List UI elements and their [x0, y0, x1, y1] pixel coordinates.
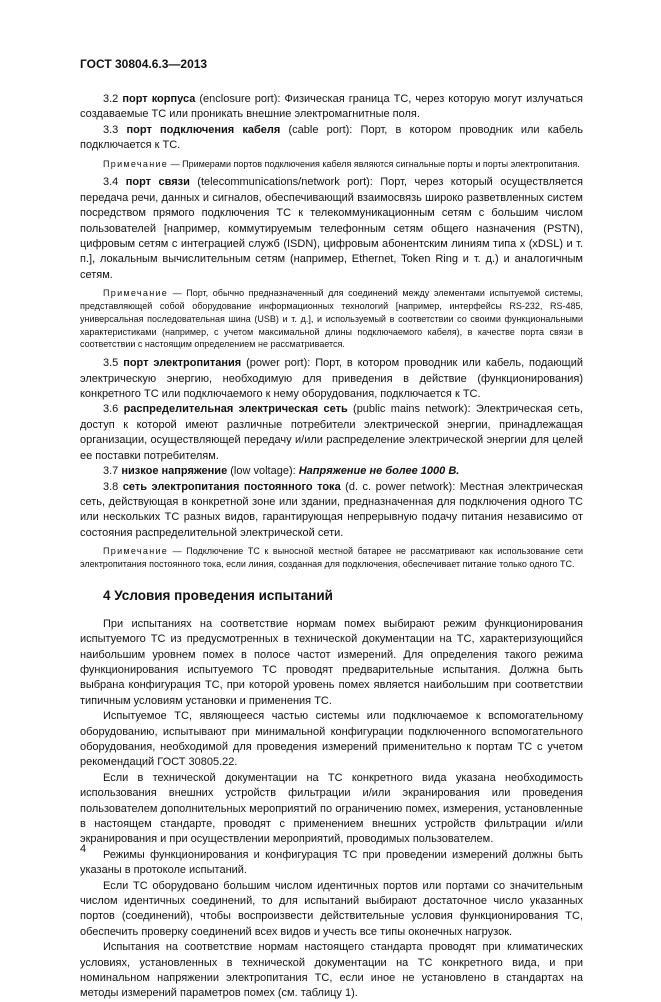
note-cable-port: Примечание — Примерами портов подключения кабеля являются сигнальные порты и порты электропитания.	[103, 158, 580, 169]
section-4-paragraph: Если ТС оборудовано большим числом идентичных портов или портами со значительным числом идентичных соединений, то для испытаний выбирают достаточное число указанных портов (соединений), чтобы воспроизвести действительные условия функционирования ТС, обеспечить проверку соединений всех видов и учесть все типы оконечных нагрузок.	[80, 879, 583, 938]
definition-3-7: 3.7 низкое напряжение (low voltage): Напряжение не более 1000 В.	[103, 465, 460, 478]
section-4-paragraph: Если в технической документации на ТС конкретного вида указана необходимость использования внешних устройств фильтрации и/или экранирования или проведения пользователем дополнительных мероприятий по ограничению помех, измерения, установленные в настоящем стандарте, проводят с применением внешних устройств фильтрации и/или экранирования и при осуществлении мероприятий, проводимых пользователем.	[80, 771, 583, 846]
page-number: 4	[80, 843, 87, 855]
definition-3-3: 3.3 порт подключения кабеля (cable port): Порт, в котором проводник или кабель подключается к ТС.	[80, 123, 584, 152]
document-header: ГОСТ 30804.6.3—2013	[80, 57, 208, 71]
definition-3-2: 3.2 порт корпуса (enclosure port): Физическая граница ТС, через которую могут излучаться создаваемые ТС или проникать внешние электромагнитные поля.	[80, 93, 583, 121]
section-4-title: 4 Условия проведения испытаний	[103, 587, 333, 603]
definition-3-5: 3.5 порт электропитания (power port): Порт, в котором проводник или кабель, подающий электрическую энергию, необходимую для приведения в действие (функционирования) конкретного ТС или подключаемого к нему оборудования, подключается к ТС.	[80, 357, 583, 401]
note-telecom-port: Примечание — Порт, обычно предназначенный для соединений между элементами испытуемой системы, представляющей собой оборудование информационных технологий [например, интерфейсы RS-232, RS-485, универсальная последовательная шина (USB) и т. д.], и используемый в соответствии со своими функциональными характеристиками (например, с учетом максимальной длины подключаемого кабеля), в качестве порта связи в соответствии с настоящим определением не рассматривается.	[80, 288, 583, 350]
definition-3-8: 3.8 сеть электропитания постоянного тока (d. c. power network): Местная электрическая сеть, действующая в конкретной зоне или здании, предназначенная для подключения одного ТС или нескольких ТС разных видов, гарантирующая непрерывную подачу питания независимо от состояния распределительной электрической сети.	[80, 480, 583, 539]
note-dc-network: Примечание — Подключение ТС к выносной местной батарее не рассматривают как использование сети электропитания постоянного тока, если линия, созданная для подключения, обеспечивает питание только одного ТС.	[80, 546, 583, 569]
page-content	[80, 92, 583, 1002]
section-4-paragraph: Испытуемое ТС, являющееся частью системы или подключаемое к вспомогательному оборудованию, испытывают при минимальной конфигурации подключенного вспомогательного оборудования, необходимой для проведения измерений применительно к портам ТС с учетом рекомендаций ГОСТ 30805.22.	[80, 710, 583, 769]
section-4-paragraph: Испытания на соответствие нормам настоящего стандарта проводят при климатических условиях, установленных в технической документации на ТС конкретного вида, и при номинальном напряжении электропитания ТС, если иное не установлено в стандартах на методы измерений параметров помех (см. таблицу 1).	[80, 941, 583, 1000]
definition-3-4: 3.4 порт связи (telecommunications/network port): Порт, через который осуществляется передача речи, данных и сигналов, обеспечивающий взаимосвязь широко разветвленных систем посредством прямого подключения ТС к телекоммуникационным сетям с большим числом пользователей [например, коммутируемым телефонным сетям общего назначения (PSTN), цифровым сетям с интеграцией служб (ISDN), цифровым абонентским линиям типа x (xDSL) и т. п.], локальным вычислительным сетям (например, Ethernet, Token Ring и т. д.) и аналогичным сетям.	[80, 176, 584, 281]
section-4-paragraph: Режимы функционирования и конфигурация ТС при проведении измерений должны быть указаны в протоколе испытаний.	[80, 848, 583, 877]
section-4-paragraph: При испытаниях на соответствие нормам помех выбирают режим функционирования испытуемого ТС из предусмотренных в технической документации на ТС, характеризующийся наибольшим уровнем помех в полосе частот измерений. Для определения такого режима функционирования испытуемого ТС проводят предварительные испытания. Должна быть выбрана конфигурация ТС, при которой уровень помех является наибольшим при соответствии типичным условиям установки и применения ТС.	[80, 617, 583, 707]
definition-3-6: 3.6 распределительная электрическая сеть (public mains network): Электрическая сеть, доступ к которой имеют различные потребители электрической энергии, принадлежащая организации, осуществляющей передачу и/или распределение электрической энергии для целей ее поставки потребителям.	[80, 403, 583, 462]
